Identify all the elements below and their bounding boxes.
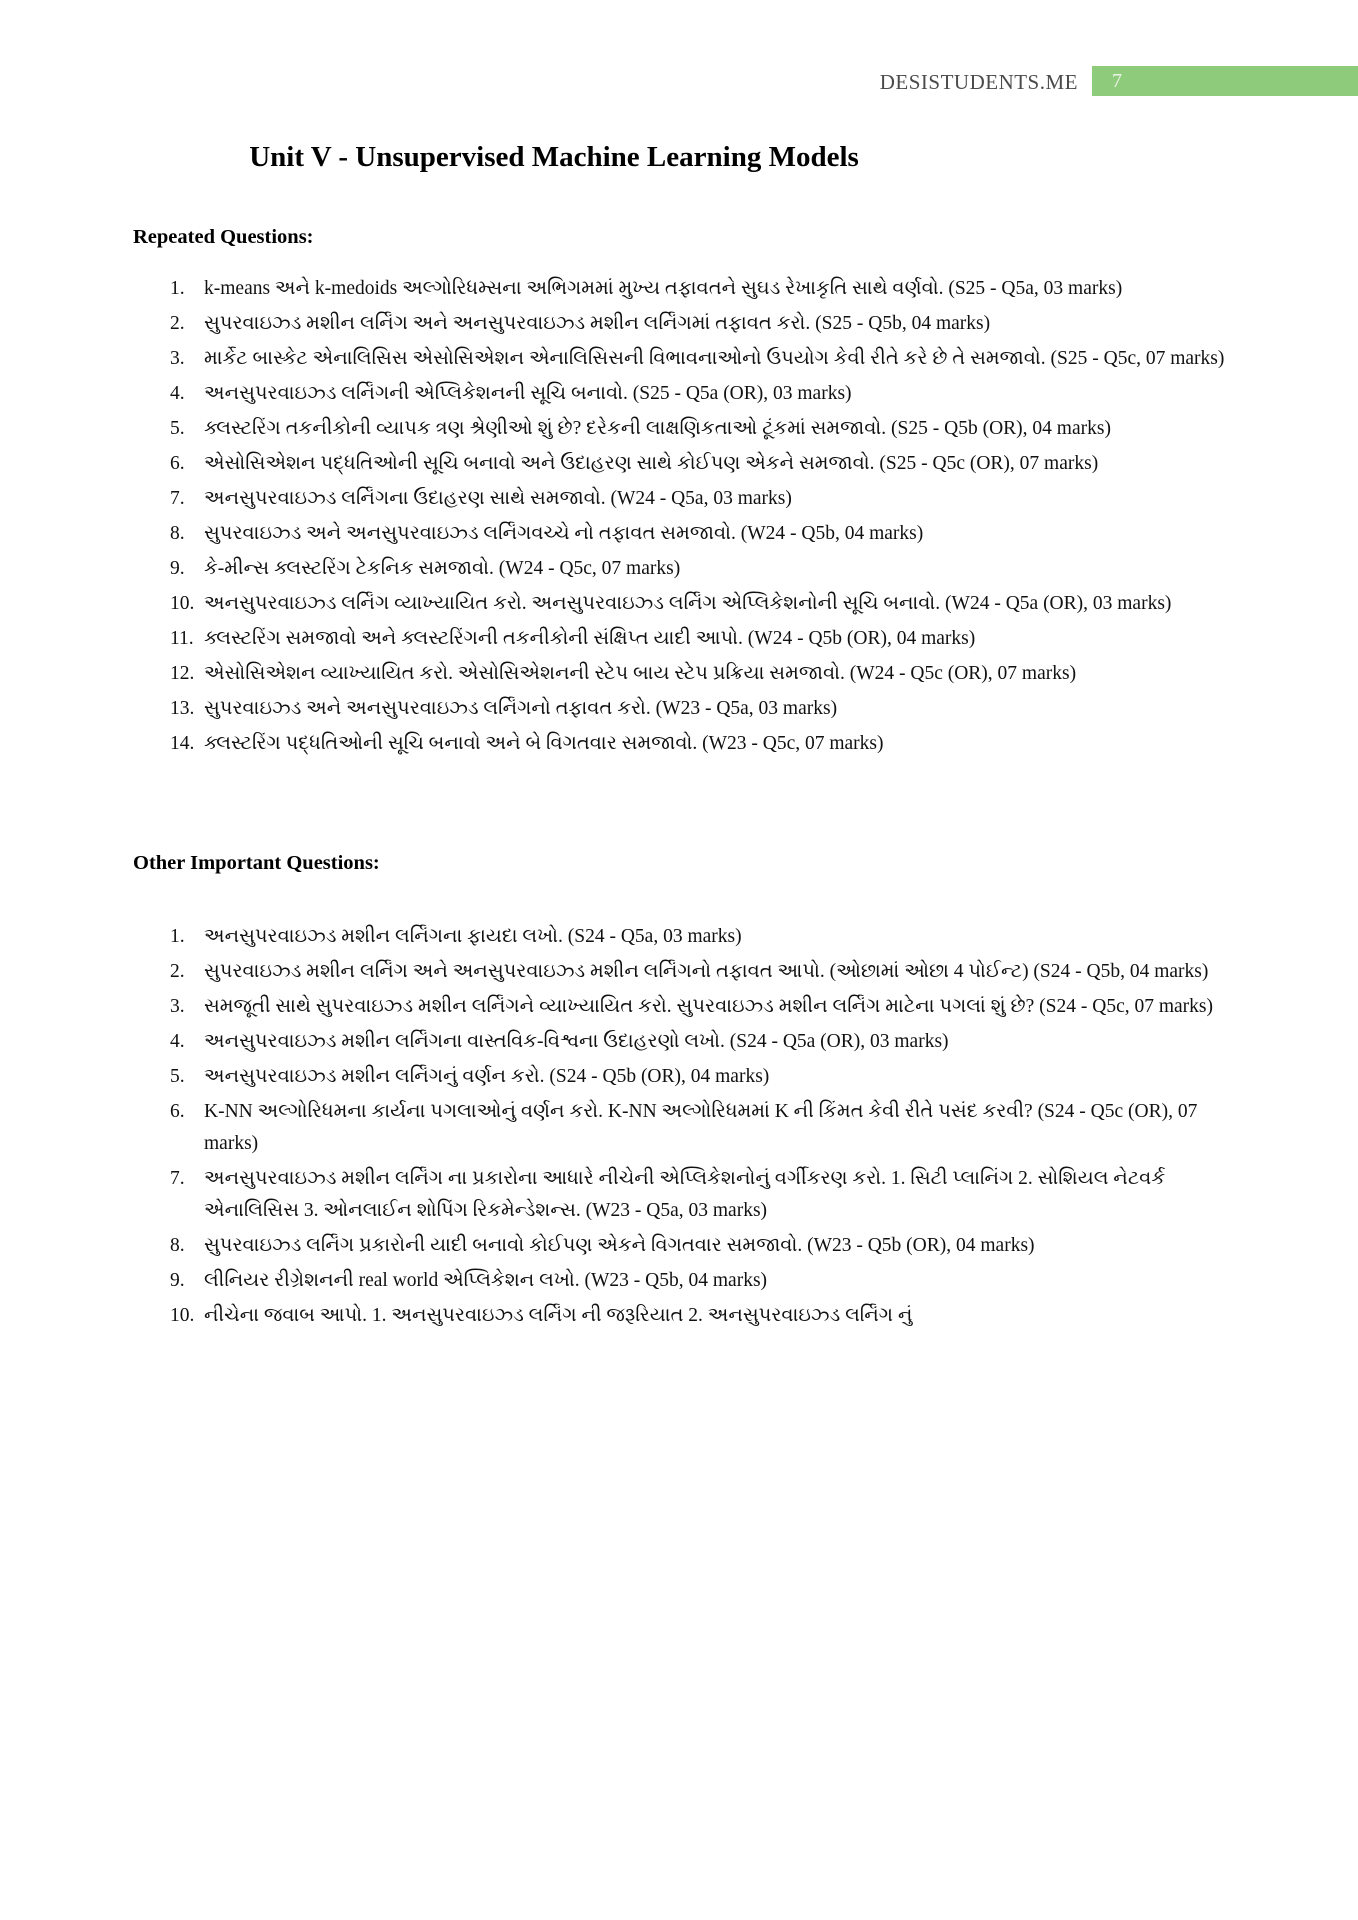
item-number: 14.: [170, 733, 195, 754]
item-number: 4.: [170, 383, 185, 404]
question-item: [170, 273, 1230, 305]
question-item: [170, 693, 1230, 725]
question-item: [170, 658, 1230, 690]
item-text: સમજૂતી સાથે સુપરવાઇઝ્ડ મશીન લર્નિંગને વ્યાખ્યાયિત કરો. સુપરવાઇઝ્ડ મશીન લર્નિંગ માટેના પગલાં શું છે? (S24 - Q5c, 07 marks): [204, 996, 1214, 1017]
page-title: Unit V - Unsupervised Machine Learning Models: [249, 141, 859, 173]
item-text: એસોસિએશન પદ્ધતિઓની સૂચિ બનાવો અને ઉદાહરણ સાથે કોઈપણ એકને સમજાવો. (S25 - Q5c (OR), 07 marks): [204, 453, 1099, 474]
sections: [0, 226, 1358, 1395]
item-number: 8.: [170, 1235, 185, 1256]
item-text: અનસુપરવાઇઝ્ડ મશીન લર્નિંગના વાસ્તવિક-વિશ્વના ઉદાહરણો લખો. (S24 - Q5a (OR), 03 marks): [204, 1031, 949, 1052]
question-item: [170, 991, 1230, 1023]
item-text: સુપરવાઇઝ્ડ અને અનસુપરવાઇઝ્ડ લર્નિંગનો તફાવત કરો. (W23 - Q5a, 03 marks): [204, 698, 838, 719]
question-item: [170, 1096, 1230, 1160]
item-text: અનસુપરવાઇઝ્ડ લર્નિંગ વ્યાખ્યાયિત કરો. અનસુપરવાઇઝ્ડ લર્નિંગ એપ્લિકેશનોની સૂચિ બનાવો. (W24 - Q5a (OR), 03 marks): [204, 593, 1172, 614]
item-number: 2.: [170, 961, 185, 982]
question-item: [170, 378, 1230, 410]
item-text: k-means અને k-medoids અલ્ગોરિધમ્સના અભિગમમાં મુખ્ય તફાવતને સુઘડ રેખાકૃતિ સાથે વર્ણવો. (S25 - Q5a, 03 marks): [204, 278, 1123, 299]
item-text: સુપરવાઇઝ્ડ મશીન લર્નિંગ અને અનસુપરવાઇઝ્ડ મશીન લર્નિંગનો તફાવત આપો. (ઓછામાં ઓછા 4 પોઈન્ટ) (S24 - Q5b, 04 marks): [204, 961, 1209, 982]
site-name: DESISTUDENTS.ME: [879, 70, 1078, 94]
question-item: [170, 518, 1230, 550]
item-text: માર્કેટ બાસ્કેટ એનાલિસિસ એસોસિએશન એનાલિસિસની વિભાવનાઓનો ઉપયોગ કેવી રીતે કરે છે તે સમજાવો. (S25 - Q5c, 07 marks): [204, 348, 1225, 369]
question-item: [170, 413, 1230, 445]
question-item: [170, 343, 1230, 375]
question-item: [170, 308, 1230, 340]
question-item: [170, 553, 1230, 585]
question-item: [170, 483, 1230, 515]
item-number: 11.: [170, 628, 194, 649]
question-item: [170, 588, 1230, 620]
item-text: લીનિયર રીગ્રેશનની real world એપ્લિકેશન લખો. (W23 - Q5b, 04 marks): [204, 1270, 768, 1291]
item-text: એસોસિએશન વ્યાખ્યાયિત કરો. એસોસિએશનની સ્ટેપ બાય સ્ટેપ પ્રક્રિયા સમજાવો. (W24 - Q5c (OR), 07 marks): [204, 663, 1077, 684]
item-number: 5.: [170, 1066, 185, 1087]
item-text: સુપરવાઇઝ્ડ લર્નિંગ પ્રકારોની યાદી બનાવો કોઈપણ એકને વિગતવાર સમજાવો. (W23 - Q5b (OR), 04 marks): [204, 1235, 1035, 1256]
question-section: [133, 852, 1230, 1332]
item-text: K-NN અલ્ગોરિધમના કાર્યના પગલાઓનું વર્ણન કરો. K-NN અલ્ગોરિધમમાં K ની કિંમત કેવી રીતે પસંદ કરવી? (S24 - Q5c (OR), 07 marks): [204, 1101, 1198, 1154]
item-number: 6.: [170, 1101, 185, 1122]
item-number: 8.: [170, 523, 185, 544]
item-text: ક્લસ્ટરિંગ પદ્ધતિઓની સૂચિ બનાવો અને બે વિગતવાર સમજાવો. (W23 - Q5c, 07 marks): [204, 733, 884, 754]
page-number-badge: 7: [1092, 66, 1358, 96]
item-text: અનસુપરવાઇઝ્ડ મશીન લર્નિંગનું વર્ણન કરો. (S24 - Q5b (OR), 04 marks): [204, 1066, 770, 1087]
item-number: 4.: [170, 1031, 185, 1052]
item-number: 1.: [170, 278, 185, 299]
question-list: [170, 921, 1230, 1332]
question-item: [170, 1026, 1230, 1058]
question-item: [170, 728, 1230, 760]
item-number: 9.: [170, 1270, 185, 1291]
item-text: અનસુપરવાઇઝ્ડ મશીન લર્નિંગ ના પ્રકારોના આધારે નીચેની એપ્લિકેશનોનું વર્ગીકરણ કરો. 1. સિટી પ્લાનિંગ 2. સોશિયલ નેટવર્ક એનાલિસિસ 3. ઓનલાઈન શોપિંગ રિકમેન્ડેશન્સ. (W23 - Q5a, 03 marks): [204, 1168, 1166, 1221]
item-number: 3.: [170, 348, 185, 369]
item-text: ક્લસ્ટરિંગ તકનીકોની વ્યાપક ત્રણ શ્રેણીઓ શું છે? દરેકની લાક્ષણિકતાઓ ટૂંકમાં સમજાવો. (S25 - Q5b (OR), 04 marks): [204, 418, 1111, 439]
section-heading: Repeated Questions:: [133, 226, 314, 248]
question-list: [170, 273, 1230, 760]
question-item: [170, 956, 1230, 988]
item-text: અનસુપરવાઇઝ્ડ લર્નિંગના ઉદાહરણ સાથે સમજાવો. (W24 - Q5a, 03 marks): [204, 488, 792, 509]
item-text: સુપરવાઇઝ્ડ મશીન લર્નિંગ અને અનસુપરવાઇઝ્ડ મશીન લર્નિંગમાં તફાવત કરો. (S25 - Q5b, 04 marks): [204, 313, 991, 334]
item-text: સુપરવાઇઝ્ડ અને અનસુપરવાઇઝ્ડ લર્નિંગવચ્ચે નો તફાવત સમજાવો. (W24 - Q5b, 04 marks): [204, 523, 924, 544]
item-text: નીચેના જવાબ આપો. 1. અનસુપરવાઇઝ્ડ લર્નિંગ ની જરૂરિયાત 2. અનસુપરવાઇઝ્ડ લર્નિંગ નું: [204, 1305, 913, 1326]
page-header: [0, 0, 1358, 97]
item-number: 2.: [170, 313, 185, 334]
item-number: 7.: [170, 1168, 185, 1189]
question-item: [170, 921, 1230, 953]
item-number: 5.: [170, 418, 185, 439]
item-number: 12.: [170, 663, 195, 684]
item-number: 10.: [170, 593, 195, 614]
question-item: [170, 448, 1230, 480]
item-text: અનસુપરવાઇઝ્ડ મશીન લર્નિંગના ફાયદા લખો. (S24 - Q5a, 03 marks): [204, 926, 742, 947]
item-number: 3.: [170, 996, 185, 1017]
item-number: 13.: [170, 698, 195, 719]
section-heading: Other Important Questions:: [133, 852, 380, 874]
item-text: અનસુપરવાઇઝ્ડ લર્નિંગની એપ્લિકેશનની સૂચિ બનાવો. (S25 - Q5a (OR), 03 marks): [204, 383, 852, 404]
question-item: [170, 1230, 1230, 1262]
question-item: [170, 1265, 1230, 1297]
question-section: [133, 226, 1230, 760]
item-number: 6.: [170, 453, 185, 474]
item-number: 9.: [170, 558, 185, 579]
item-text: કે-મીન્સ ક્લસ્ટરિંગ ટેકનિક સમજાવો. (W24 - Q5c, 07 marks): [204, 558, 681, 579]
item-number: 7.: [170, 488, 185, 509]
question-item: [170, 623, 1230, 655]
question-item: [170, 1300, 1230, 1332]
question-item: [170, 1163, 1230, 1227]
item-number: 10.: [170, 1305, 195, 1326]
question-item: [170, 1061, 1230, 1093]
item-text: ક્લસ્ટરિંગ સમજાવો અને ક્લસ્ટરિંગની તકનીકોની સંક્ષિપ્ત યાદી આપો. (W24 - Q5b (OR), 04 marks): [204, 628, 976, 649]
item-number: 1.: [170, 926, 185, 947]
